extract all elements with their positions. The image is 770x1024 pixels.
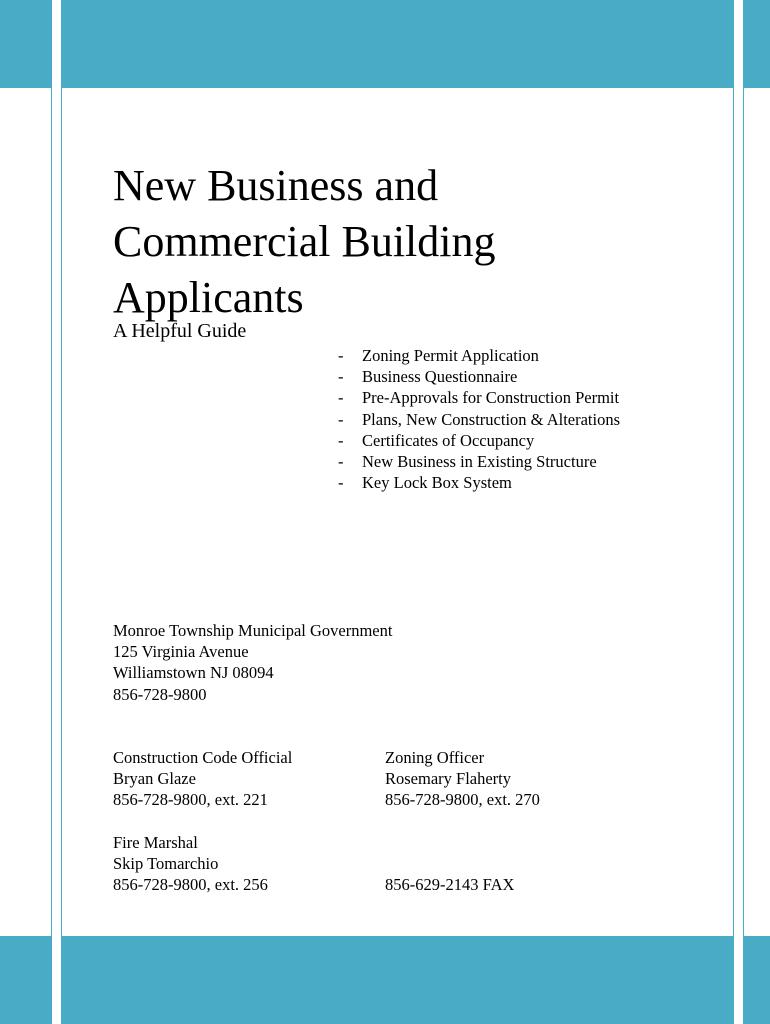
document-title [113,158,673,326]
list-item: - New Business in Existing Structure [338,451,620,472]
contact-name: Rosemary Flaherty [385,769,512,789]
organization-phone: 856-728-9800 [113,684,207,704]
fax-number [385,874,514,895]
fax-text: 856-629-2143 FAX [385,875,515,894]
footer-band-right [744,936,770,1024]
footer-band-main [62,936,733,1024]
list-item: - Key Lock Box System [338,472,620,493]
contact-title: Construction Code Official [113,748,293,767]
contact-title: Fire Marshal [113,833,198,852]
contact-phone: 856-728-9800, ext. 221 [113,790,268,810]
contact-title: Zoning Officer [385,748,485,767]
left-rule-outer [51,0,52,1024]
left-rule-inner [61,0,62,1024]
header-band-left [0,0,51,88]
contact-zoning [385,747,540,811]
contact-fire [113,832,268,896]
list-item: - Zoning Permit Application [338,345,620,366]
organization-address [113,620,392,705]
list-item: - Certificates of Occupancy [338,430,620,451]
list-item: - Plans, New Construction & Alterations [338,409,620,430]
topics-list [338,345,620,493]
contact-phone: 856-728-9800, ext. 270 [385,790,540,810]
title-line: Commercial Building [113,217,496,266]
list-item: - Pre-Approvals for Construction Permit [338,387,620,408]
list-item: - Business Questionnaire [338,366,620,387]
right-rule-outer [743,0,744,1024]
contact-name: Bryan Glaze [113,769,196,789]
footer-band-left [0,936,51,1024]
organization-name: Monroe Township Municipal Government [113,621,393,640]
header-band-main [62,0,733,88]
contact-construction [113,747,292,811]
title-line: Applicants [113,273,304,322]
header-band-right [744,0,770,88]
organization-city: Williamstown NJ 08094 [113,663,274,683]
organization-street: 125 Virginia Avenue [113,642,249,662]
contact-name: Skip Tomarchio [113,854,219,874]
right-rule-inner [733,0,734,1024]
contact-phone: 856-728-9800, ext. 256 [113,875,268,895]
title-line: New Business and [113,161,439,210]
document-subtitle: A Helpful Guide [113,320,247,342]
